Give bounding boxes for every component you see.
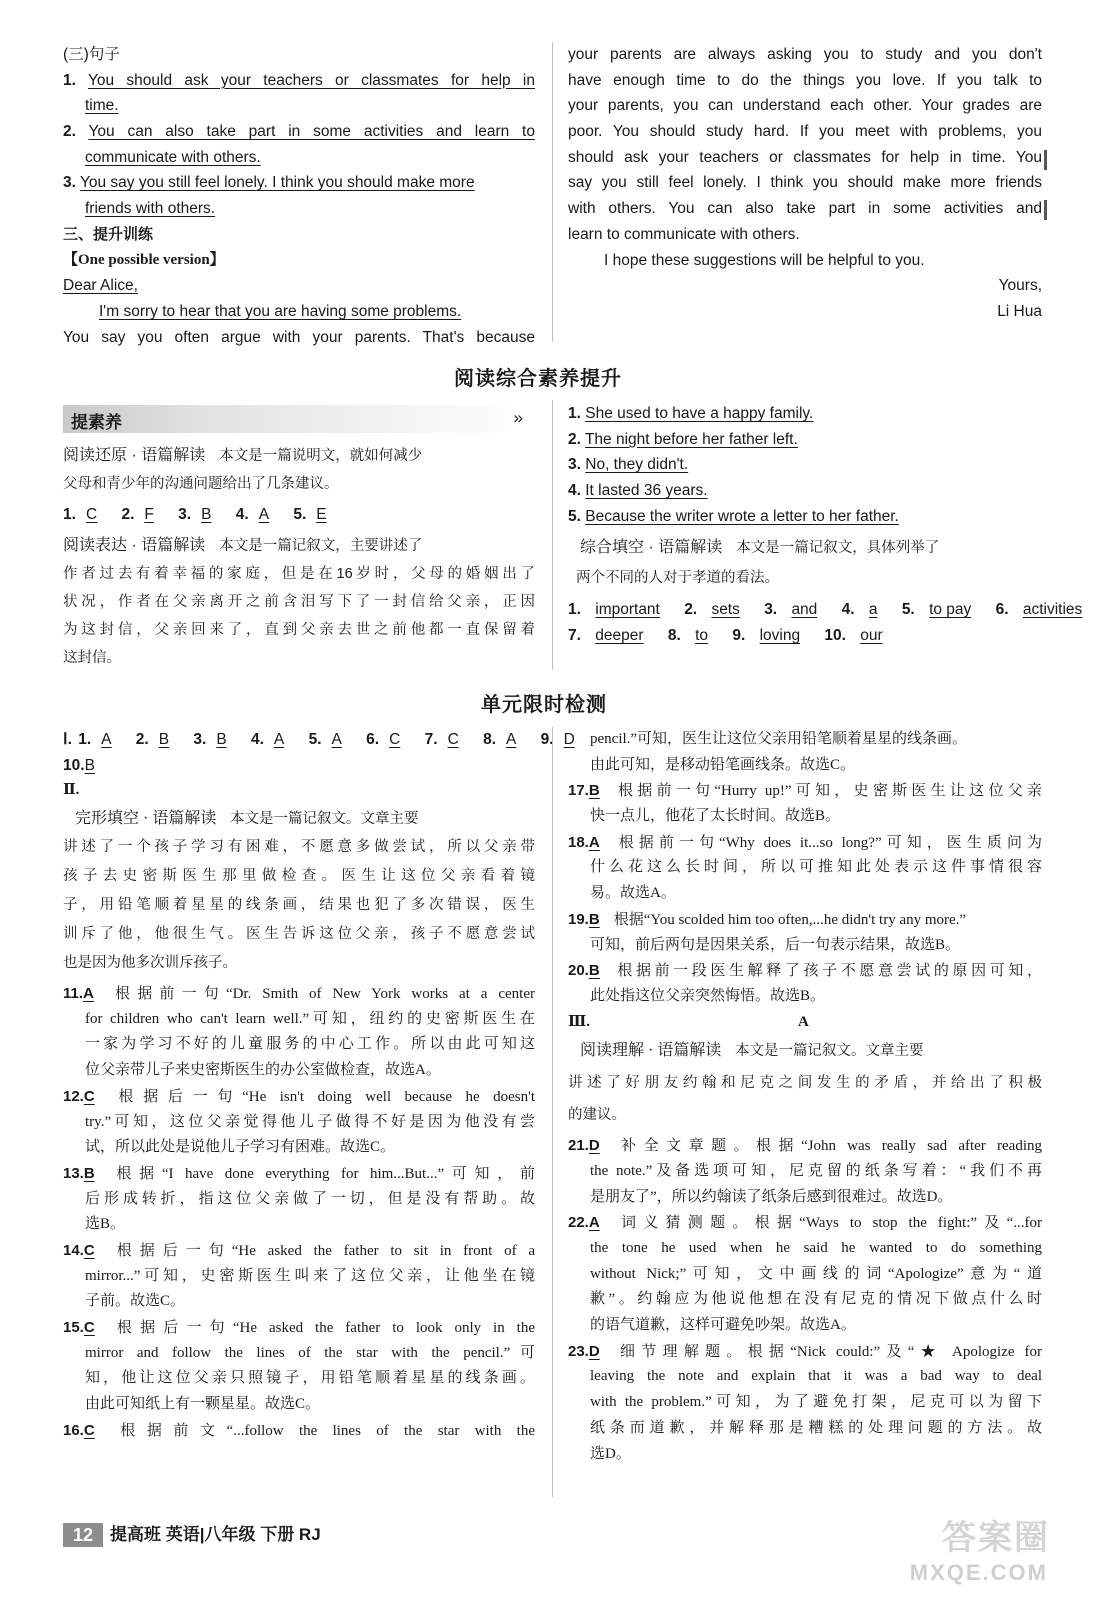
explanation-item: 20.B 根据前一段医生解释了孩子不愿意尝试的原因可知， 此处指这位父亲突然悔悟。故选B。: [568, 962, 1042, 1004]
interp-label: 综合填空 · 语篇解读: [580, 539, 723, 557]
letter-signature: Li Hua: [997, 302, 1042, 320]
answer-sentence: Because the writer wrote a letter to her father.: [585, 507, 899, 525]
edge-mark: [1044, 200, 1047, 220]
explanation-item: 18.A 根据前一句“Why does it...so long?”可知，医生质问为 什么花这么长时间，所以可推知此处表示这件事情很容 易。故选A。: [568, 833, 1042, 902]
sentence-text: You should ask your teachers or classmates for help in: [87, 71, 535, 89]
letter-line: with others. You can also take part in some activities and: [568, 200, 1042, 218]
section-b-left: Ⅰ. 1. A 2. B 3. B 4. A 5. A 6. C 7. C 8. A 9. D 10.B Ⅱ. 完形填空 · 语篇解读 本文是一篇记叙文。文章主要 讲述了一个孩子学习有困难，不愿意多做尝试，所以父亲带 孩子去史密斯医生那里做检查。医生让这位父亲看着镜 子，用铅笔顺着星星的线条画，结果也犯了多次错误，医生 训斥了他，他很生气。医生告诉这位父亲，孩子不愿意尝试 也是因为他多次训斥孩子。 11.A 根据前一句“Dr. Smith of New York works at a center for children who can't learn well.”可知，纽约的史密斯医生在 一家为学习不好的儿童服务的中心工作。所以由此可知这 位父亲带儿子来史密斯医生的办公室做检查，故选A。 12.C 根据后一句“He isn't doing well because he doesn't try.”可知，这位父亲觉得他儿子做得不好是因为他没有尝 试，所以此处是说他儿子学习有困难。故选C。 13.B 根据“I have done everything for him...But...”可知，前 后形成转折，指这位父亲做了一切，但是没有帮助。故 选B。 14.C 根据后一句“He asked the father to sit in front of a mirror...”可知，史密斯医生叫来了这位父亲，让他坐在镜 子前。故选C。 15.C 根据后一句“He asked the father to look only in the mirror and follow the lines of the star with the pencil.”可 知，他让这位父亲只照镜子，用铅笔顺着星星的线条画。 由此可知纸上有一颗星星。故选C。 16.C 根据前文“...follow the lines of the star with the: [63, 727, 535, 1443]
passage-label: A: [798, 1013, 809, 1030]
book-title: 提高班 英语|八年级 下册 RJ: [110, 1525, 321, 1544]
salutation: Dear Alice,: [63, 277, 138, 295]
fill-answer-row: 1. important 2. sets 3. and 4. a 5. to pay 6. activities: [568, 601, 1083, 619]
sentence-item: 1. You should ask your teachers or classmates for help in time.: [63, 71, 535, 115]
answer-sentence: The night before her father left.: [584, 430, 798, 448]
sentence-text: You can also take part in some activities and learn to: [88, 123, 535, 141]
banner-title: 提素养: [71, 413, 122, 432]
section-title: 阅读综合素养提升: [454, 368, 622, 390]
explanation-item: 15.C 根据后一句“He asked the father to look only in the mirror and follow the lines of the star with the pencil.”可 知，他让这位父亲只照镜子，用铅笔顺着星星的线条画。 由此可知纸上有一颗星星。故选C。: [63, 1319, 535, 1413]
fill-answer-row: 7. deeper 8. to 9. loving 10. our: [568, 627, 883, 645]
version-label: 【One possible version】: [63, 251, 225, 268]
subsection-heading: (三)句子: [63, 46, 120, 63]
section-a-right: 1. She used to have a happy family. 2. The night before her father left. 3. No, they didn't. 4. It lasted 36 years. 5. Because the writer wrote a letter to her father. 综合填空 · 语篇解读 本文是一篇记叙文，具体列举了 两个不同的人对于孝道的看法。 1. important 2. sets 3. and 4. a 5. to pay 6. activities 7. deeper 8. to 9. loving 10. our: [568, 401, 1042, 649]
answer-sentence: No, they didn't.: [585, 456, 689, 474]
letter-line: have enough time to do the things you love. If you talk to: [568, 71, 1042, 89]
column-divider: [552, 727, 553, 1497]
letter-line: learn to communicate with others.: [568, 225, 800, 243]
letter-line: say you still feel lonely. I think you should make more friends: [568, 174, 1042, 192]
section-title: 单元限时检测: [481, 694, 607, 716]
explanation-item: 16.C 根据前文“...follow the lines of the star with the: [63, 1421, 535, 1439]
letter-yours: Yours,: [998, 277, 1042, 295]
column-divider: [552, 42, 553, 342]
page-number: 12: [63, 1523, 103, 1547]
banner: [63, 405, 529, 433]
letter-line: should ask your teachers or classmates for help in time. You: [568, 148, 1042, 166]
interp-label: 完形填空 · 语篇解读: [75, 810, 217, 828]
letter-paragraph: You say you often argue with your parents. That's because: [63, 328, 535, 346]
sentence-text: You say you still feel lonely. I think you should make more: [79, 174, 475, 192]
explanation-item: 14.C 根据后一句“He asked the father to sit in front of a mirror...”可知，史密斯医生叫来了这位父亲，让他坐在镜 子前。故选C。: [63, 1241, 535, 1310]
explanation-item: 12.C 根据后一句“He isn't doing well because he doesn't try.”可知，这位父亲觉得他儿子做得不好是因为他没有尝 试，所以此处是说他儿子学习有困难。故选C。: [63, 1087, 535, 1156]
answer-row: 1. C 2. F 3. B 4. A 5. E: [63, 506, 327, 523]
answer-sentence: She used to have a happy family.: [585, 405, 814, 422]
watermark-logo: 答案圈: [942, 1519, 1050, 1557]
section-a-left: 阅读还原 · 语篇解读 本文是一篇说明文，就如何减少 父母和青少年的沟通问题给出了几条建议。 1. C 2. F 3. B 4. A 5. E 阅读表达 · 语篇解读 本文是一篇记叙文，主要讲述了 作者过去有着幸福的家庭，但是在16岁时，父母的婚姻出了 状况，作者在父亲离开之前含泪写下了一封信给父亲，正因 为这封信，父亲回来了，直到父亲去世之前他都一直保留着 这封信。: [63, 447, 535, 666]
answer-sentence: It lasted 36 years.: [585, 482, 708, 500]
letter-closing: I hope these suggestions will be helpful to you.: [604, 251, 925, 269]
column-divider: [552, 400, 553, 670]
letter-left-column: [63, 42, 535, 350]
section-heading: 三、提升训练: [63, 225, 154, 243]
explanation-item: 23.D 细节理解题。根据“Nick could:”及“★ Apologize for leaving the note and explain that it was a bad way to deal with the problem.”可知，为了避免打架，尼克可以为留下 纸条而道歉，并解释那是糟糕的处理问题的方法。故 选D。: [568, 1342, 1042, 1462]
explanation-item: 21.D 补全文章题。根据“John was really sad after reading the note.”及备选项可知，尼克留的纸条写着：“我们不再 是朋友了”，所以约翰读了纸条后感到很难过。故选D。: [568, 1137, 1042, 1205]
interp-label: 阅读表达 · 语篇解读: [63, 536, 206, 554]
interp-label: 阅读理解 · 语篇解读: [580, 1042, 722, 1060]
explanation-item: 13.B 根据“I have done everything for him...But...”可知，前 后形成转折，指这位父亲做了一切，但是没有帮助。故 选B。: [63, 1164, 535, 1233]
sentence-item: 3. You say you still feel lonely. I think you should make more friends with others.: [63, 174, 475, 218]
watermark-url: MXQE.COM: [909, 1560, 1048, 1585]
letter-right-column: [568, 42, 1042, 325]
letter-line: your parents are always asking you to study and you don't: [568, 46, 1042, 63]
chevron-right-icon: »: [513, 408, 523, 427]
explanation-item: 17.B 根据前一句“Hurry up!”可知，史密斯医生让这位父亲 快一点儿，他花了太长时间。故选B。: [568, 782, 1042, 825]
letter-line: your parents, you can understand each other. Your grades are: [568, 97, 1042, 115]
explanation-item: 19.B 根据“You scolded him too often,...he didn't try any more.” 可知，前后两句是因果关系，后一句表示结果，故选B。: [568, 910, 967, 953]
letter-line: poor. You should study hard. If you meet with problems, you: [568, 123, 1042, 141]
explanation-item: 11.A 根据前一句“Dr. Smith of New York works at a center for children who can't learn well.”可知，纽约的史密斯医生在 一家为学习不好的儿童服务的中心工作。所以由此可知这 位父亲带儿子来史密斯医生的办公室做检查，故选A。: [63, 985, 535, 1079]
edge-mark: [1044, 150, 1047, 170]
explanation-item: 22.A 词义猜测题。根据“Ways to stop the fight:”及“...for the tone he used when he said he wanted to do something without Nick;”可知，文中画线的词“Apologize”意为“道 歉”。约翰应为他说他想在没有尼克的情况下做点什么时 的语气道歉，这样可避免吵架。故选A。: [568, 1214, 1042, 1334]
interp-label: 阅读还原 · 语篇解读: [63, 447, 206, 464]
section-b-right: pencil.”可知，医生让这位父亲用铅笔顺着星星的线条画。 由此可知，是移动铅笔画线条。故选C。 17.B 根据前一句“Hurry up!”可知，史密斯医生让这位父亲 快一点儿，他花了太长时间。故选B。 18.A 根据前一句“Why does it...so long?”可知，医生质问为 什么花这么长时间，所以可推知此处表示这件事情很容 易。故选A。 19.B 根据“You scolded him too often,...he didn't try any more.” 可知，前后两句是因果关系，后一句表示结果，故选B。 20.B 根据前一段医生解释了孩子不愿意尝试的原因可知， 此处指这位父亲突然悔悟。故选B。 Ⅲ. A 阅读理解 · 语篇解读 本文是一篇记叙文。文章主要 讲述了好朋友约翰和尼克之间发生的矛盾，并给出了积极 的建议。 21.D 补全文章题。根据“John was really sad after reading the note.”及备选项可知，尼克留的纸条写着：“我们不再 是朋友了”，所以约翰读了纸条后感到很难过。故选D。 22.A 词义猜测题。根据“Ways to stop the fight:”及“...for the tone he used when he said he wanted to do something without Nick;”可知，文中画线的词“Apologize”意为“道 歉”。约翰应为他说他想在没有尼克的情况下做点什么时 的语气道歉，这样可避免吵架。故选A。 23.D 细节理解题。根据“Nick could:”及“★ Apologize for leaving the note and explain that it was a bad way to deal with the problem.”可知，为了避免打架，尼克可以为留下 纸条而道歉，并解释那是糟糕的处理问题的方法。故 选D。: [568, 727, 1042, 1467]
letter-paragraph: I'm sorry to hear that you are having some problems.: [99, 302, 462, 320]
answer-row: Ⅰ. 1. A 2. B 3. B 4. A 5. A 6. C 7. C 8. A 9. D: [63, 731, 575, 748]
sentence-item: 2. You can also take part in some activities and learn to communicate with others.: [63, 123, 535, 166]
